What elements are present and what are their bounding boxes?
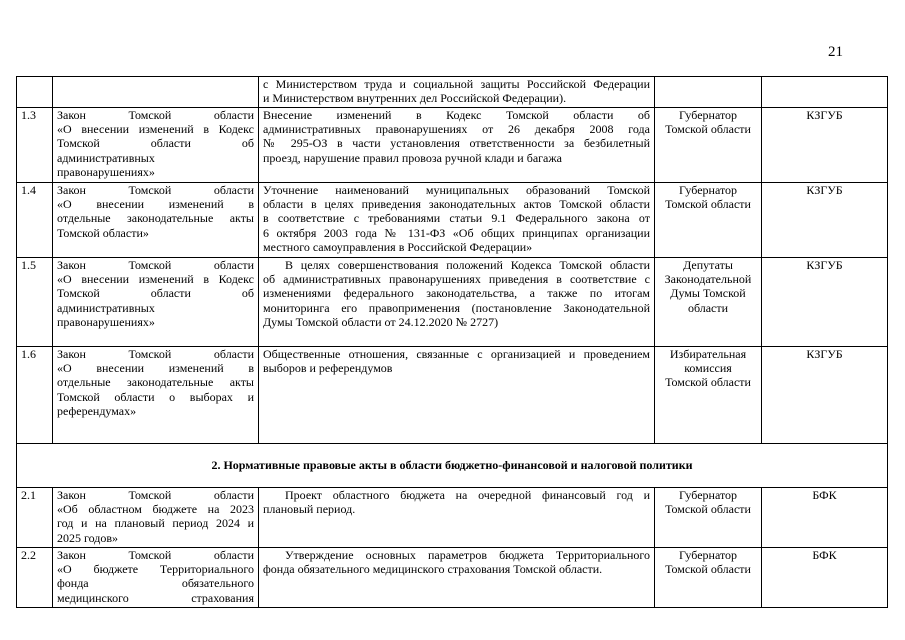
law-title-line: Закон Томской области (57, 488, 254, 502)
law-title-line: административных (57, 300, 155, 315)
description-line: местного самоуправления в Российской Федерации» (263, 239, 533, 254)
description-line: с Министерством труда и социальной защиты Российской Федерации (263, 77, 650, 91)
description-line: административных правонарушениях от 26 декабря 2008 года (263, 122, 650, 137)
initiator-cell (655, 108, 762, 183)
law-title-cell (53, 77, 259, 108)
initiator-cell (655, 258, 762, 347)
initiator-line: комиссия (684, 361, 732, 376)
law-title-line: Закон Томской области (57, 347, 254, 361)
initiator-line: области (687, 300, 729, 315)
initiator-cell (655, 347, 762, 444)
table-row (17, 183, 888, 258)
law-title-line: правонарушениях» (57, 164, 155, 179)
initiator-line: Губернатор (678, 488, 738, 502)
initiator-cell (655, 77, 762, 108)
committee-cell: КЗГУБ (762, 108, 888, 183)
initiator-line: Губернатор (678, 548, 738, 562)
row-number-cell: 1.4 (17, 183, 53, 258)
committee-cell: КЗГУБ (762, 258, 888, 347)
description-line: Общественные отношения, связанные с организацией и проведением (263, 347, 650, 361)
row-number-cell: 1.5 (17, 258, 53, 347)
initiator-line: Томской области (665, 502, 751, 517)
law-title-cell (53, 258, 259, 347)
law-title-line: «Об областном бюджете на 2023 (57, 502, 254, 517)
description-cell (259, 77, 655, 108)
initiator-line: Томской области (665, 197, 751, 212)
table-row (17, 258, 888, 347)
initiator-line: Губернатор (678, 108, 738, 122)
law-title-cell (53, 347, 259, 444)
description-line: об административных правонарушениях приведения в соответствие с (263, 272, 650, 287)
law-title-line: медицинского страхования (57, 590, 254, 605)
law-title-line: референдумах» (57, 403, 137, 418)
initiator-line: Избирательная (669, 347, 747, 361)
table-row (17, 77, 888, 108)
row-number-cell: 2.1 (17, 488, 53, 548)
description-line: Думы Томской области от 24.12.2020 № 2727) (263, 314, 499, 329)
description-cell (259, 548, 655, 608)
description-line: 6 октября 2003 года № 131-ФЗ «Об общих принципах организации (263, 225, 650, 240)
law-title-cell (53, 183, 259, 258)
law-title-line: правонарушениях» (57, 314, 155, 329)
description-line: выборов и референдумов (263, 361, 393, 376)
description-line: № 295-ОЗ в части установления ответственности за безбилетный (263, 136, 650, 151)
table-row (17, 347, 888, 444)
law-title-line: Закон Томской области (57, 548, 254, 562)
page-number: 21 (828, 44, 843, 60)
description-line: проезд, нарушение правил провоза ручной клади и багажа (263, 150, 563, 165)
law-title-line: отдельные законодательные акты (57, 211, 254, 226)
description-line: области в целях приведения законодательных актов Томской области (263, 197, 650, 212)
initiator-cell (655, 183, 762, 258)
description-cell (259, 183, 655, 258)
law-title-line: административных (57, 150, 155, 165)
section-title: 2. Нормативные правовые акты в области бюджетно-финансовой и налоговой политики (17, 444, 888, 488)
description-line: Проект областного бюджета на очередной финансовый год и (285, 488, 650, 502)
law-title-line: год и на плановый период 2024 и (57, 516, 254, 531)
law-title-line: «О бюджете Территориального (57, 562, 254, 577)
description-line: В целях совершенствования положений Кодекса Томской области (285, 258, 650, 272)
committee-cell: БФК (762, 488, 888, 548)
law-title-line: фонда обязательного (57, 576, 254, 591)
table-row (17, 488, 888, 548)
description-cell (259, 108, 655, 183)
committee-cell: КЗГУБ (762, 347, 888, 444)
law-title-line: 2025 годов» (57, 530, 119, 545)
law-title-line: «О внесении изменений в (57, 197, 254, 212)
law-title-line: «О внесении изменений в Кодекс (57, 272, 254, 287)
law-title-line: Закон Томской области (57, 183, 254, 197)
initiator-line: Депутаты (683, 258, 733, 272)
committee-cell: КЗГУБ (762, 183, 888, 258)
law-title-line: «О внесении изменений в (57, 361, 254, 376)
row-number-cell: 1.3 (17, 108, 53, 183)
law-title-cell (53, 488, 259, 548)
row-number-cell: 1.6 (17, 347, 53, 444)
description-cell (259, 347, 655, 444)
law-title-line: Томской области об (57, 286, 254, 301)
initiator-line: Томской области (665, 122, 751, 137)
row-number-cell (17, 77, 53, 108)
initiator-line: Законодательной (664, 272, 752, 287)
legislation-plan-table (16, 76, 888, 608)
initiator-line: Томской области (665, 375, 751, 390)
description-line: мониторинга его правоприменения (постановление Законодательной (263, 300, 650, 315)
description-line: Утверждение основных параметров бюджета Территориального (285, 548, 650, 562)
law-title-cell (53, 548, 259, 608)
law-title-line: Томской области» (57, 225, 149, 240)
description-line: Уточнение наименований муниципальных образований Томской (263, 183, 650, 197)
row-number-cell: 2.2 (17, 548, 53, 608)
law-title-line: Томской области о выборах и (57, 389, 254, 404)
description-line: фонда обязательного медицинского страхования Томской области. (263, 562, 603, 577)
description-line: изменениями федерального законодательства, а также по итогам (263, 286, 650, 301)
initiator-line: Думы Томской (670, 286, 746, 301)
section-header-row (17, 444, 888, 488)
committee-cell (762, 77, 888, 108)
law-title-line: Томской области об (57, 136, 254, 151)
initiator-line: Томской области (665, 562, 751, 577)
law-title-line: Закон Томской области (57, 258, 254, 272)
law-title-line: «О внесении изменений в Кодекс (57, 122, 254, 137)
initiator-line: Губернатор (678, 183, 738, 197)
initiator-cell (655, 548, 762, 608)
law-title-cell (53, 108, 259, 183)
law-title-line: отдельные законодательные акты (57, 375, 254, 390)
description-line: Внесение изменений в Кодекс Томской области об (263, 108, 650, 122)
description-cell (259, 258, 655, 347)
law-title-line: Закон Томской области (57, 108, 254, 122)
table-row (17, 548, 888, 608)
table-row (17, 108, 888, 183)
description-line: в соответствие с требованиями статьи 9.1 Федерального закона от (263, 211, 650, 226)
description-cell (259, 488, 655, 548)
description-line: плановый период. (263, 502, 356, 517)
description-line: и Министерством внутренних дел Российской Федерации). (263, 91, 567, 106)
initiator-cell (655, 488, 762, 548)
committee-cell: БФК (762, 548, 888, 608)
